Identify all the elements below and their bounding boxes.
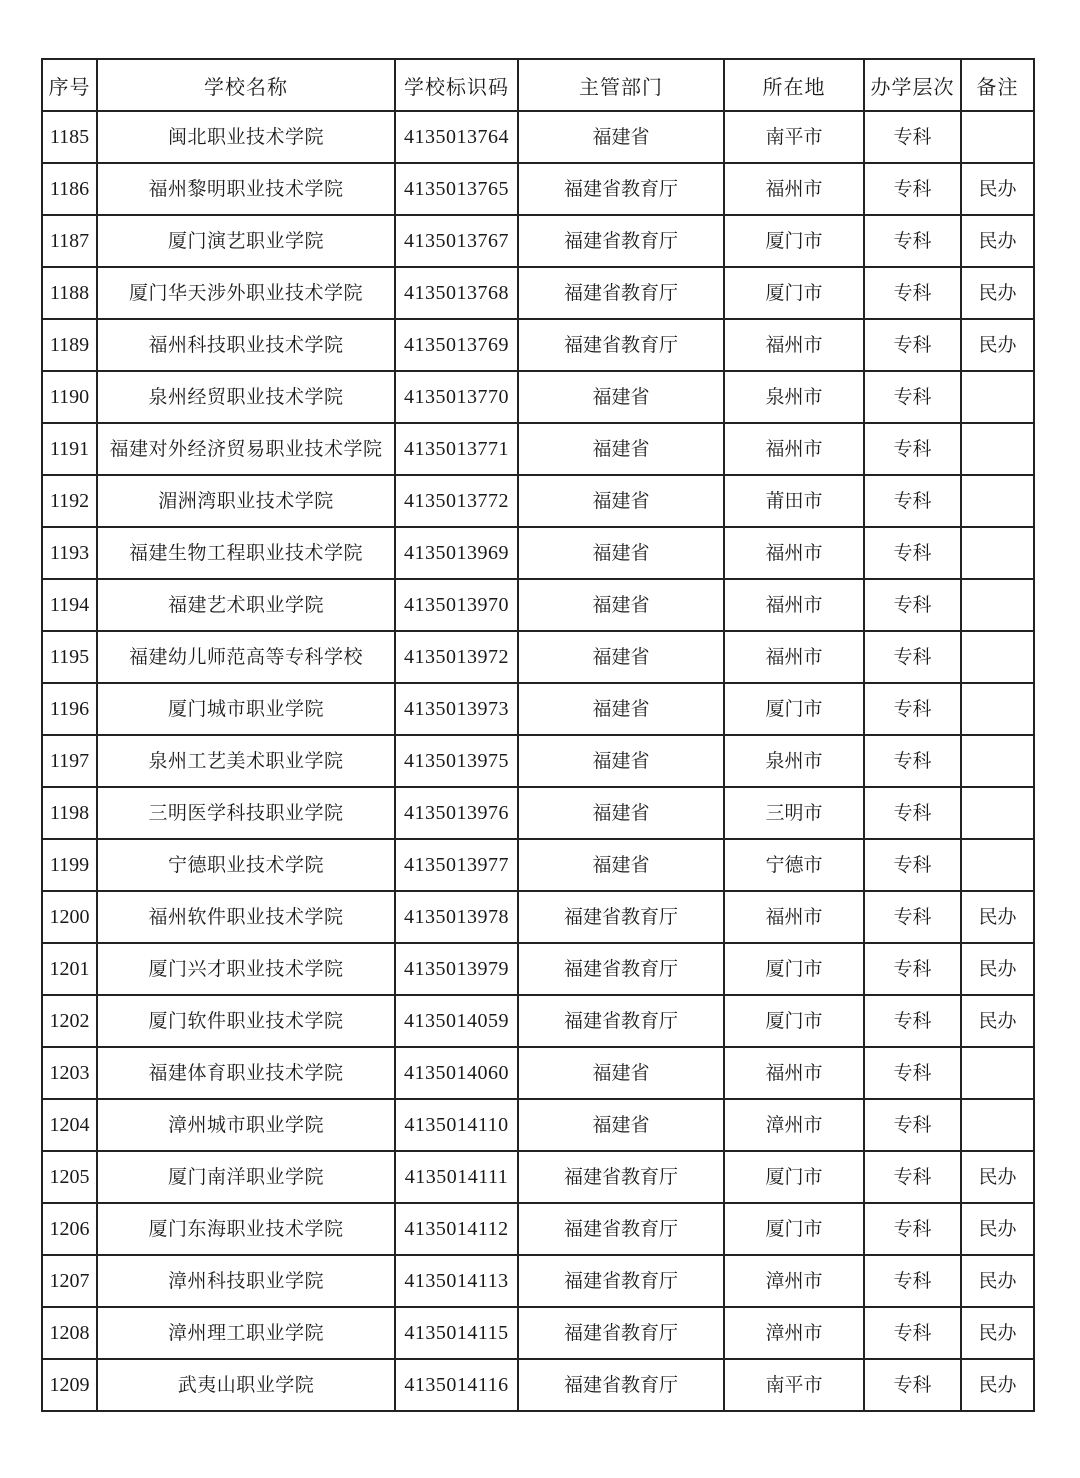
cell-school-code: 4135013771	[395, 423, 518, 475]
table-row	[42, 1047, 1034, 1099]
cell-school-name: 厦门华天涉外职业技术学院	[97, 267, 395, 319]
cell-location: 厦门市	[724, 995, 864, 1047]
cell-school-code: 4135014115	[395, 1307, 518, 1359]
cell-school-code: 4135013772	[395, 475, 518, 527]
cell-location: 福州市	[724, 527, 864, 579]
cell-index: 1185	[42, 111, 97, 163]
cell-school-name: 三明医学科技职业学院	[97, 787, 395, 839]
table-row	[42, 111, 1034, 163]
cell-school-code: 4135013765	[395, 163, 518, 215]
cell-school-name: 福建幼儿师范高等专科学校	[97, 631, 395, 683]
cell-location: 南平市	[724, 1359, 864, 1411]
header-level: 办学层次	[864, 59, 961, 111]
cell-remarks	[961, 371, 1034, 423]
cell-remarks	[961, 1047, 1034, 1099]
cell-remarks	[961, 423, 1034, 475]
cell-level: 专科	[864, 735, 961, 787]
cell-index: 1207	[42, 1255, 97, 1307]
cell-level: 专科	[864, 267, 961, 319]
table-row	[42, 787, 1034, 839]
cell-location: 福州市	[724, 1047, 864, 1099]
cell-remarks: 民办	[961, 1255, 1034, 1307]
cell-index: 1201	[42, 943, 97, 995]
school-list-table-wrapper	[41, 58, 1033, 1412]
cell-level: 专科	[864, 1151, 961, 1203]
cell-school-name: 福建对外经济贸易职业技术学院	[97, 423, 395, 475]
cell-index: 1198	[42, 787, 97, 839]
cell-remarks: 民办	[961, 891, 1034, 943]
cell-remarks: 民办	[961, 943, 1034, 995]
cell-department: 福建省教育厅	[518, 163, 724, 215]
cell-level: 专科	[864, 787, 961, 839]
cell-level: 专科	[864, 579, 961, 631]
cell-department: 福建省教育厅	[518, 267, 724, 319]
cell-school-code: 4135013770	[395, 371, 518, 423]
cell-remarks	[961, 527, 1034, 579]
cell-level: 专科	[864, 163, 961, 215]
cell-index: 1187	[42, 215, 97, 267]
cell-location: 泉州市	[724, 371, 864, 423]
cell-school-code: 4135013769	[395, 319, 518, 371]
header-remarks: 备注	[961, 59, 1034, 111]
cell-school-name: 泉州工艺美术职业学院	[97, 735, 395, 787]
cell-school-code: 4135013976	[395, 787, 518, 839]
cell-department: 福建省	[518, 735, 724, 787]
cell-location: 福州市	[724, 423, 864, 475]
cell-index: 1190	[42, 371, 97, 423]
cell-remarks	[961, 1099, 1034, 1151]
cell-remarks: 民办	[961, 1307, 1034, 1359]
cell-school-code: 4135013768	[395, 267, 518, 319]
cell-department: 福建省教育厅	[518, 1151, 724, 1203]
cell-location: 厦门市	[724, 215, 864, 267]
table-row	[42, 527, 1034, 579]
cell-school-name: 泉州经贸职业技术学院	[97, 371, 395, 423]
cell-school-name: 宁德职业技术学院	[97, 839, 395, 891]
cell-school-code: 4135014111	[395, 1151, 518, 1203]
cell-remarks	[961, 631, 1034, 683]
cell-level: 专科	[864, 891, 961, 943]
cell-location: 漳州市	[724, 1307, 864, 1359]
cell-department: 福建省	[518, 1047, 724, 1099]
table-row	[42, 1151, 1034, 1203]
cell-school-name: 武夷山职业学院	[97, 1359, 395, 1411]
table-row	[42, 1359, 1034, 1411]
table-row	[42, 579, 1034, 631]
cell-department: 福建省教育厅	[518, 995, 724, 1047]
cell-remarks	[961, 111, 1034, 163]
header-row	[42, 59, 1034, 111]
cell-remarks: 民办	[961, 163, 1034, 215]
cell-index: 1188	[42, 267, 97, 319]
cell-index: 1193	[42, 527, 97, 579]
cell-location: 厦门市	[724, 1151, 864, 1203]
cell-index: 1194	[42, 579, 97, 631]
cell-school-name: 湄洲湾职业技术学院	[97, 475, 395, 527]
cell-level: 专科	[864, 1359, 961, 1411]
cell-school-name: 福州科技职业技术学院	[97, 319, 395, 371]
cell-location: 福州市	[724, 631, 864, 683]
cell-remarks: 民办	[961, 267, 1034, 319]
table-row	[42, 1203, 1034, 1255]
cell-location: 福州市	[724, 319, 864, 371]
cell-location: 厦门市	[724, 1203, 864, 1255]
cell-index: 1192	[42, 475, 97, 527]
cell-remarks	[961, 683, 1034, 735]
cell-remarks: 民办	[961, 1359, 1034, 1411]
cell-level: 专科	[864, 1203, 961, 1255]
table-row	[42, 163, 1034, 215]
table-row	[42, 631, 1034, 683]
header-department: 主管部门	[518, 59, 724, 111]
cell-location: 福州市	[724, 891, 864, 943]
cell-school-name: 漳州城市职业学院	[97, 1099, 395, 1151]
cell-department: 福建省	[518, 787, 724, 839]
cell-school-code: 4135013767	[395, 215, 518, 267]
cell-school-code: 4135013978	[395, 891, 518, 943]
cell-department: 福建省教育厅	[518, 1359, 724, 1411]
table-row	[42, 423, 1034, 475]
cell-level: 专科	[864, 1307, 961, 1359]
cell-school-name: 福建生物工程职业技术学院	[97, 527, 395, 579]
cell-level: 专科	[864, 839, 961, 891]
cell-school-name: 福建艺术职业学院	[97, 579, 395, 631]
cell-level: 专科	[864, 631, 961, 683]
table-row	[42, 891, 1034, 943]
cell-department: 福建省教育厅	[518, 319, 724, 371]
cell-remarks	[961, 735, 1034, 787]
cell-remarks: 民办	[961, 215, 1034, 267]
cell-department: 福建省教育厅	[518, 1307, 724, 1359]
school-list-table	[41, 58, 1035, 1412]
cell-level: 专科	[864, 475, 961, 527]
table-row	[42, 319, 1034, 371]
cell-location: 莆田市	[724, 475, 864, 527]
cell-location: 南平市	[724, 111, 864, 163]
cell-department: 福建省教育厅	[518, 215, 724, 267]
cell-level: 专科	[864, 1099, 961, 1151]
table-row	[42, 1255, 1034, 1307]
cell-school-code: 4135014113	[395, 1255, 518, 1307]
cell-department: 福建省教育厅	[518, 1255, 724, 1307]
table-row	[42, 1099, 1034, 1151]
table-row	[42, 839, 1034, 891]
table-body	[42, 111, 1034, 1411]
cell-level: 专科	[864, 1255, 961, 1307]
cell-school-name: 福建体育职业技术学院	[97, 1047, 395, 1099]
cell-location: 漳州市	[724, 1255, 864, 1307]
cell-level: 专科	[864, 943, 961, 995]
cell-level: 专科	[864, 319, 961, 371]
cell-location: 漳州市	[724, 1099, 864, 1151]
table-row	[42, 1307, 1034, 1359]
cell-school-code: 4135013977	[395, 839, 518, 891]
cell-department: 福建省	[518, 371, 724, 423]
cell-index: 1199	[42, 839, 97, 891]
header-index: 序号	[42, 59, 97, 111]
cell-index: 1196	[42, 683, 97, 735]
cell-department: 福建省	[518, 475, 724, 527]
cell-school-code: 4135014059	[395, 995, 518, 1047]
cell-department: 福建省	[518, 423, 724, 475]
cell-index: 1202	[42, 995, 97, 1047]
cell-school-code: 4135013970	[395, 579, 518, 631]
cell-index: 1206	[42, 1203, 97, 1255]
cell-school-name: 厦门软件职业技术学院	[97, 995, 395, 1047]
cell-school-name: 闽北职业技术学院	[97, 111, 395, 163]
header-school-code: 学校标识码	[395, 59, 518, 111]
cell-school-name: 漳州理工职业学院	[97, 1307, 395, 1359]
cell-level: 专科	[864, 527, 961, 579]
cell-level: 专科	[864, 111, 961, 163]
cell-index: 1186	[42, 163, 97, 215]
cell-remarks: 民办	[961, 319, 1034, 371]
cell-school-name: 福州黎明职业技术学院	[97, 163, 395, 215]
cell-level: 专科	[864, 683, 961, 735]
cell-department: 福建省	[518, 579, 724, 631]
table-row	[42, 371, 1034, 423]
cell-department: 福建省教育厅	[518, 943, 724, 995]
cell-level: 专科	[864, 215, 961, 267]
cell-location: 宁德市	[724, 839, 864, 891]
cell-school-code: 4135014112	[395, 1203, 518, 1255]
cell-index: 1204	[42, 1099, 97, 1151]
cell-school-name: 厦门城市职业学院	[97, 683, 395, 735]
cell-remarks: 民办	[961, 1151, 1034, 1203]
cell-school-name: 厦门演艺职业学院	[97, 215, 395, 267]
table-row	[42, 943, 1034, 995]
cell-remarks	[961, 839, 1034, 891]
cell-location: 三明市	[724, 787, 864, 839]
cell-school-name: 厦门兴才职业技术学院	[97, 943, 395, 995]
header-location: 所在地	[724, 59, 864, 111]
cell-index: 1195	[42, 631, 97, 683]
cell-location: 厦门市	[724, 267, 864, 319]
cell-school-name: 福州软件职业技术学院	[97, 891, 395, 943]
cell-school-code: 4135013969	[395, 527, 518, 579]
cell-remarks	[961, 579, 1034, 631]
cell-index: 1189	[42, 319, 97, 371]
cell-school-code: 4135013973	[395, 683, 518, 735]
table-row	[42, 735, 1034, 787]
header-school-name: 学校名称	[97, 59, 395, 111]
cell-school-code: 4135013975	[395, 735, 518, 787]
cell-index: 1205	[42, 1151, 97, 1203]
cell-department: 福建省	[518, 839, 724, 891]
cell-index: 1200	[42, 891, 97, 943]
cell-remarks: 民办	[961, 995, 1034, 1047]
cell-school-code: 4135014116	[395, 1359, 518, 1411]
cell-department: 福建省	[518, 527, 724, 579]
cell-department: 福建省教育厅	[518, 1203, 724, 1255]
cell-remarks	[961, 475, 1034, 527]
cell-index: 1191	[42, 423, 97, 475]
cell-location: 泉州市	[724, 735, 864, 787]
cell-school-name: 厦门南洋职业学院	[97, 1151, 395, 1203]
cell-level: 专科	[864, 371, 961, 423]
cell-school-name: 厦门东海职业技术学院	[97, 1203, 395, 1255]
cell-remarks	[961, 787, 1034, 839]
cell-index: 1208	[42, 1307, 97, 1359]
cell-index: 1197	[42, 735, 97, 787]
cell-school-code: 4135014110	[395, 1099, 518, 1151]
cell-location: 福州市	[724, 163, 864, 215]
cell-index: 1209	[42, 1359, 97, 1411]
cell-location: 福州市	[724, 579, 864, 631]
table-row	[42, 475, 1034, 527]
cell-school-code: 4135014060	[395, 1047, 518, 1099]
cell-department: 福建省教育厅	[518, 891, 724, 943]
table-row	[42, 683, 1034, 735]
cell-location: 厦门市	[724, 683, 864, 735]
cell-level: 专科	[864, 1047, 961, 1099]
cell-department: 福建省	[518, 683, 724, 735]
cell-department: 福建省	[518, 111, 724, 163]
cell-school-code: 4135013979	[395, 943, 518, 995]
cell-remarks: 民办	[961, 1203, 1034, 1255]
cell-department: 福建省	[518, 631, 724, 683]
table-row	[42, 215, 1034, 267]
table-row	[42, 267, 1034, 319]
cell-level: 专科	[864, 995, 961, 1047]
table-row	[42, 995, 1034, 1047]
cell-department: 福建省	[518, 1099, 724, 1151]
cell-index: 1203	[42, 1047, 97, 1099]
cell-school-name: 漳州科技职业学院	[97, 1255, 395, 1307]
cell-level: 专科	[864, 423, 961, 475]
cell-school-code: 4135013764	[395, 111, 518, 163]
cell-school-code: 4135013972	[395, 631, 518, 683]
cell-location: 厦门市	[724, 943, 864, 995]
